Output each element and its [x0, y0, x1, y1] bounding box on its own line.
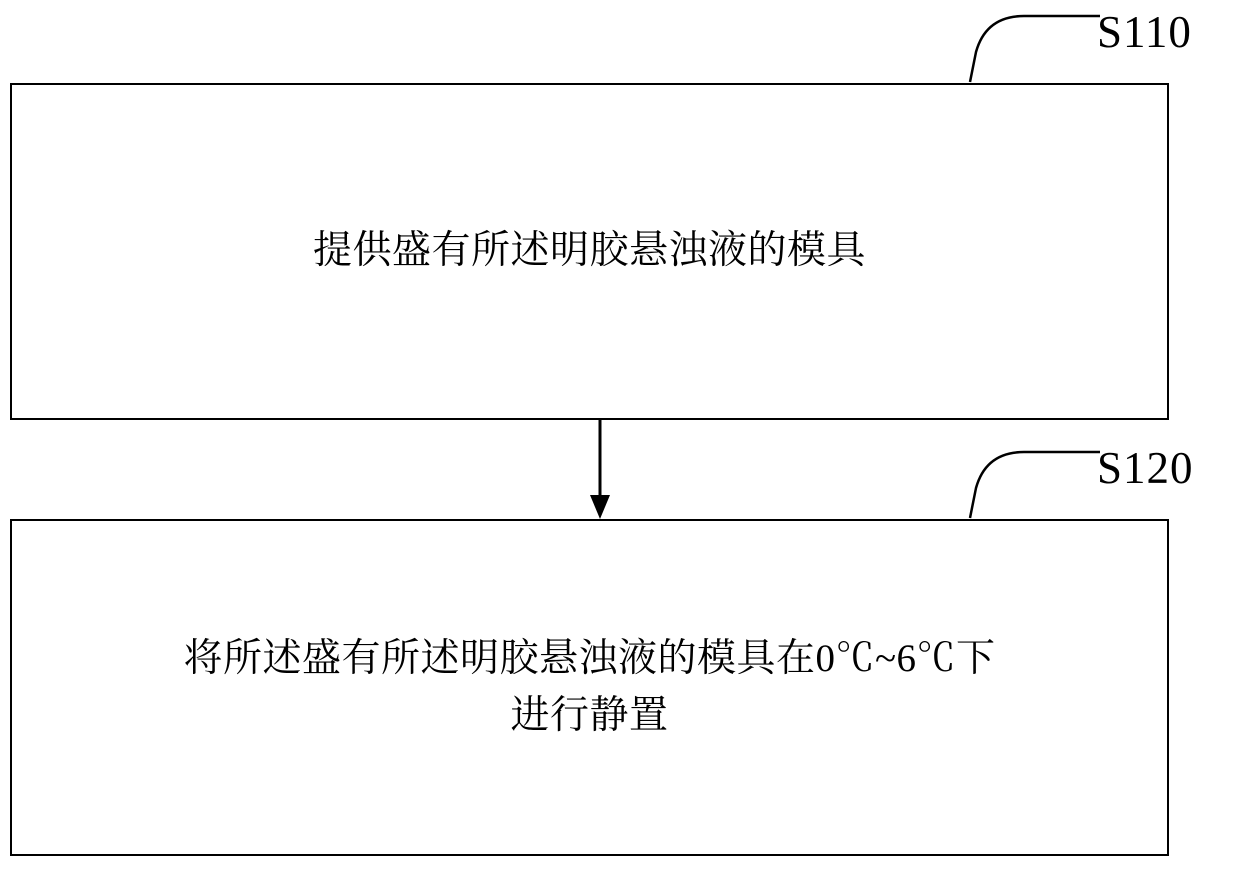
leader-line-s120: [950, 444, 1110, 526]
step-text-s120: 将所述盛有所述明胶悬浊液的模具在0℃~6℃下 进行静置: [183, 636, 996, 737]
step-label-s110: S110: [1097, 7, 1192, 57]
step-text-s110: 提供盛有所述明胶悬浊液的模具: [312, 229, 866, 273]
step-label-s120: S120: [1097, 443, 1194, 493]
leader-line-s110: [950, 8, 1110, 90]
connector-arrow-s110-to-s120: [560, 418, 640, 522]
step-box-s110: [10, 83, 1169, 420]
step-box-s120: [10, 519, 1169, 856]
